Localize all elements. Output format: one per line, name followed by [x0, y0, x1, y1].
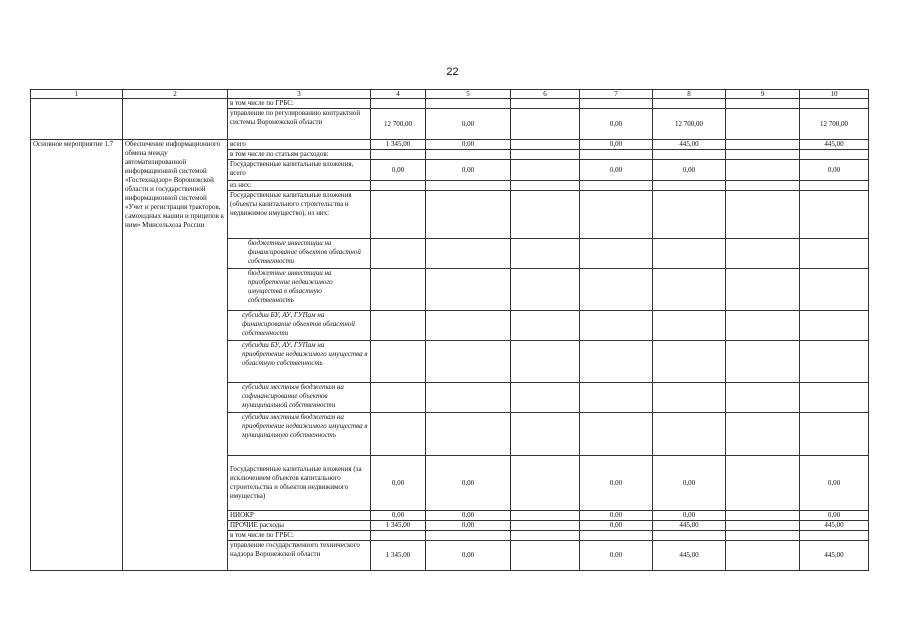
- table-row: [31, 99, 869, 109]
- value-cell: 0,00: [580, 521, 653, 531]
- cell: [371, 413, 426, 456]
- value-cell: 0,00: [426, 511, 511, 521]
- cell: [580, 99, 653, 109]
- cell: [426, 269, 511, 311]
- cell: [800, 383, 869, 413]
- cell: [726, 150, 800, 160]
- cell: [580, 191, 653, 239]
- cell: [580, 531, 653, 541]
- cell: [511, 383, 580, 413]
- row-label: Государственные капитальные вложения (объекты капитального строительства и недвижимое имущество), из них:: [228, 191, 371, 239]
- row-label: управление государственного технического надзора Воронежской области: [228, 541, 371, 571]
- table-row: [31, 140, 869, 150]
- cell: [653, 181, 726, 191]
- row-label: в том числе по ГРБС:: [228, 531, 371, 541]
- row-label: бюджетные инвестиции на приобретение недвижимого имущества в областную собственность: [228, 269, 371, 311]
- cell: [371, 341, 426, 383]
- value-cell: 0,00: [371, 160, 426, 181]
- cell: [511, 99, 580, 109]
- col-header: 1: [31, 90, 123, 99]
- cell: [726, 511, 800, 521]
- cell: [580, 413, 653, 456]
- cell: [371, 99, 426, 109]
- cell: [653, 341, 726, 383]
- cell: [726, 181, 800, 191]
- cell: [726, 521, 800, 531]
- cell: [511, 456, 580, 511]
- event-name: Основное мероприятие 1.7: [31, 140, 123, 571]
- value-cell: 1 345,00: [371, 140, 426, 150]
- cell: [426, 99, 511, 109]
- cell: [511, 160, 580, 181]
- value-cell: 0,00: [580, 511, 653, 521]
- cell: [426, 341, 511, 383]
- cell: [800, 239, 869, 269]
- cell: [800, 99, 869, 109]
- cell: [726, 109, 800, 140]
- cell: [800, 413, 869, 456]
- col-header: 3: [228, 90, 371, 99]
- value-cell: 12 700,00: [653, 109, 726, 140]
- value-cell: 0,00: [653, 511, 726, 521]
- cell: [726, 531, 800, 541]
- row-label: в том числе по ГРБС:: [228, 99, 371, 109]
- cell: [800, 150, 869, 160]
- row-label: управление по регулированию контрактной системы Воронежской области: [228, 109, 371, 140]
- cell: [371, 383, 426, 413]
- cell: [726, 541, 800, 571]
- cell: [371, 181, 426, 191]
- value-cell: 12 700,00: [800, 109, 869, 140]
- col-header: 5: [426, 90, 511, 99]
- cell: [726, 456, 800, 511]
- value-cell: 0,00: [426, 140, 511, 150]
- value-cell: 445,00: [800, 521, 869, 531]
- cell: [653, 269, 726, 311]
- value-cell: 445,00: [653, 140, 726, 150]
- cell: [511, 541, 580, 571]
- col-header: 9: [726, 90, 800, 99]
- cell: [726, 413, 800, 456]
- cell: [511, 413, 580, 456]
- col-header: 2: [123, 90, 228, 99]
- value-cell: 0,00: [426, 109, 511, 140]
- value-cell: 0,00: [426, 521, 511, 531]
- cell: [426, 383, 511, 413]
- value-cell: 445,00: [653, 521, 726, 531]
- row-label: Государственные капитальные вложения (за исключением объектов капитального строительства и объектов недвижимого имущества): [228, 456, 371, 511]
- value-cell: 12 700,00: [371, 109, 426, 140]
- row-label: субсидии местным бюджетам на приобретение недвижимого имущества в муниципальную собственность: [228, 413, 371, 456]
- cell: [726, 140, 800, 150]
- cell: [426, 150, 511, 160]
- cell: [511, 531, 580, 541]
- cell: [426, 239, 511, 269]
- value-cell: 0,00: [580, 541, 653, 571]
- row-label: всего: [228, 140, 371, 150]
- row-label: субсидии БУ, АУ, ГУПам на приобретение недвижимого имущества в областную собственность: [228, 341, 371, 383]
- value-cell: 0,00: [653, 160, 726, 181]
- cell: [653, 311, 726, 341]
- cell: [371, 191, 426, 239]
- cell: [511, 311, 580, 341]
- cell: [580, 269, 653, 311]
- cell: [726, 239, 800, 269]
- cell: [726, 311, 800, 341]
- cell: [371, 531, 426, 541]
- value-cell: 1 345,00: [371, 541, 426, 571]
- value-cell: 0,00: [800, 456, 869, 511]
- cell: [371, 311, 426, 341]
- value-cell: 0,00: [371, 511, 426, 521]
- cell: [800, 341, 869, 383]
- value-cell: 445,00: [653, 541, 726, 571]
- cell: [653, 150, 726, 160]
- cell: [511, 150, 580, 160]
- cell: [726, 99, 800, 109]
- cell: [511, 521, 580, 531]
- cell: [653, 99, 726, 109]
- cell: [580, 383, 653, 413]
- cell: [511, 269, 580, 311]
- col-header: 6: [511, 90, 580, 99]
- value-cell: 0,00: [800, 160, 869, 181]
- cell: [426, 531, 511, 541]
- row-label: бюджетные инвестиции на финансирование объектов областной собственности: [228, 239, 371, 269]
- cell: [800, 531, 869, 541]
- cell: [426, 191, 511, 239]
- cell: [511, 511, 580, 521]
- cell: [511, 191, 580, 239]
- col-header: 4: [371, 90, 426, 99]
- row-label: субсидии местным бюджетам на софинансирование объектов муниципальной собственности: [228, 383, 371, 413]
- cell: [726, 341, 800, 383]
- row-label: ПРОЧИЕ расходы: [228, 521, 371, 531]
- cell: [580, 311, 653, 341]
- cell: [511, 140, 580, 150]
- cell: [426, 413, 511, 456]
- col-header: 8: [653, 90, 726, 99]
- value-cell: 0,00: [580, 140, 653, 150]
- row-label: субсидии БУ, АУ, ГУПам на финансирование объектов областной собственности: [228, 311, 371, 341]
- cell: [726, 191, 800, 239]
- value-cell: 0,00: [426, 456, 511, 511]
- row-label: из них:: [228, 181, 371, 191]
- cell: [800, 191, 869, 239]
- budget-table: [30, 89, 869, 571]
- cell: [371, 239, 426, 269]
- header-row: [31, 90, 869, 99]
- cell: [511, 109, 580, 140]
- col-header: 7: [580, 90, 653, 99]
- cell: [580, 341, 653, 383]
- cell: [653, 383, 726, 413]
- value-cell: 1 345,00: [371, 521, 426, 531]
- cell: [580, 150, 653, 160]
- cell: [580, 181, 653, 191]
- cell: [800, 311, 869, 341]
- cell: [726, 383, 800, 413]
- cell: [800, 269, 869, 311]
- cell: [726, 269, 800, 311]
- value-cell: 0,00: [653, 456, 726, 511]
- value-cell: 0,00: [580, 109, 653, 140]
- cell: [511, 239, 580, 269]
- value-cell: 0,00: [580, 456, 653, 511]
- cell: [511, 341, 580, 383]
- cell: [31, 99, 123, 140]
- cell: [800, 181, 869, 191]
- cell: [653, 239, 726, 269]
- value-cell: 445,00: [800, 140, 869, 150]
- value-cell: 0,00: [426, 160, 511, 181]
- row-label: НИОКР: [228, 511, 371, 521]
- row-label: Государственные капитальные вложения, всего: [228, 160, 371, 181]
- value-cell: 445,00: [800, 541, 869, 571]
- event-description: Обеспечение информационного обмена между автоматизированной информационной системой «Гостехнадзор» Воронежской области и государственной информационной системой «Учет и регистрация тракторов, самоходных машин и прицепов к ним» Минсельхоза России: [123, 140, 228, 571]
- col-header: 10: [800, 90, 869, 99]
- value-cell: 0,00: [426, 541, 511, 571]
- cell: [371, 269, 426, 311]
- value-cell: 0,00: [800, 511, 869, 521]
- cell: [726, 160, 800, 181]
- cell: [426, 181, 511, 191]
- cell: [653, 413, 726, 456]
- cell: [511, 181, 580, 191]
- cell: [371, 150, 426, 160]
- cell: [123, 99, 228, 140]
- row-label: в том числе по статьям расходов:: [228, 150, 371, 160]
- page-number: 22: [446, 66, 459, 78]
- cell: [426, 311, 511, 341]
- value-cell: 0,00: [580, 160, 653, 181]
- cell: [580, 239, 653, 269]
- value-cell: 0,00: [371, 456, 426, 511]
- cell: [653, 531, 726, 541]
- cell: [653, 191, 726, 239]
